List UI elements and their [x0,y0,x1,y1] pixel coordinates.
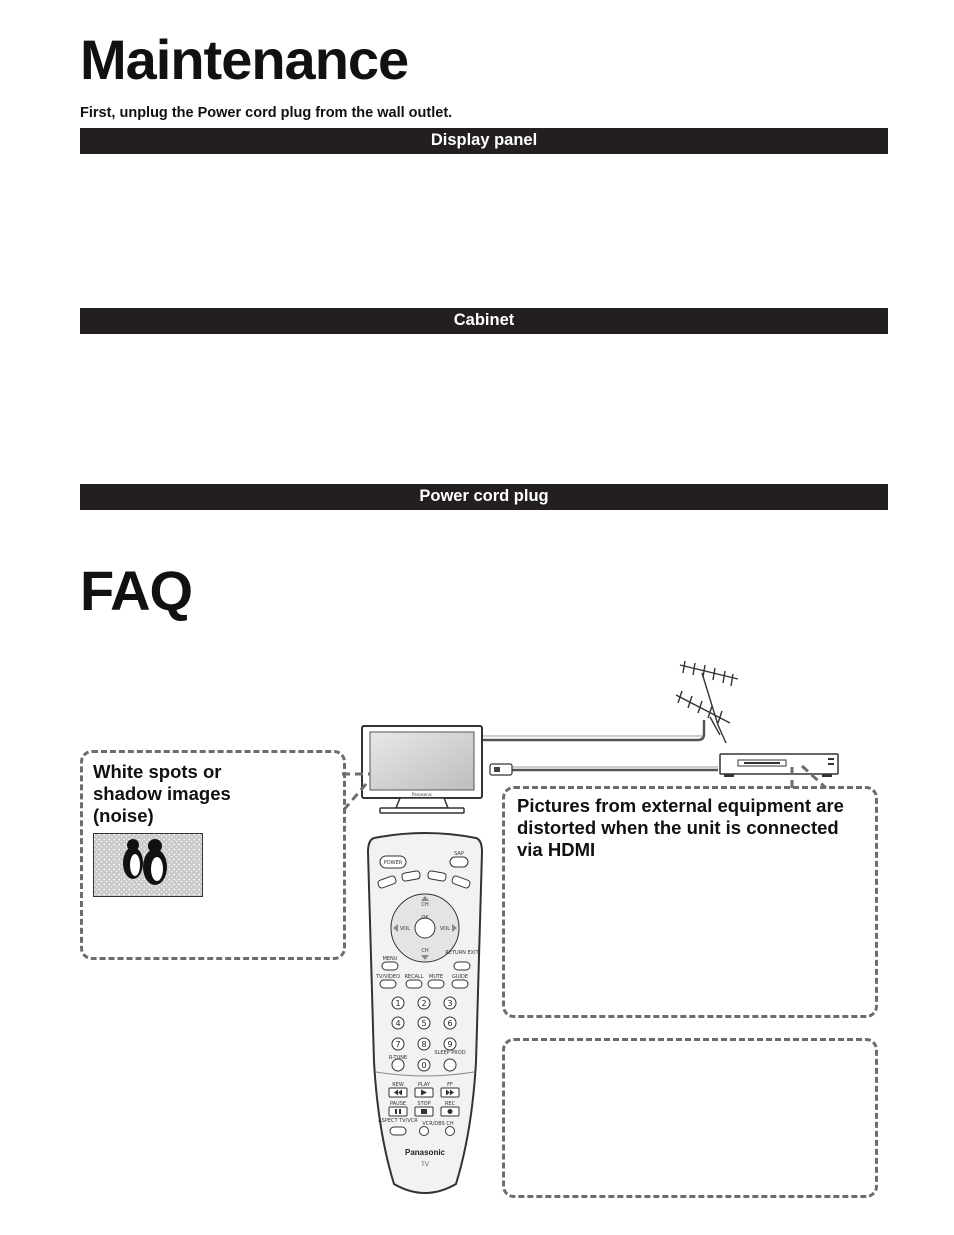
remote-digit-0: 0 [421,1061,427,1070]
remote-digit-8: 8 [421,1040,427,1049]
remote-mute-label: MUTE [428,974,444,980]
remote-recall-label: RECALL [404,974,424,980]
remote-power-label: POWER [383,860,403,866]
remote-rew-label: REW [392,1082,404,1088]
section-display-panel: Display panel [80,128,888,154]
remote-vcrdbs-label: VCR/DBS CH [422,1121,454,1127]
remote-control [364,832,486,1198]
noise-bubble-title: White spots or shadow images (noise) [93,761,231,826]
remote-digit-4: 4 [395,1019,401,1028]
remote-ch-down-label: CH [421,948,429,954]
remote-vol-left-label: VOL [399,926,411,932]
remote-model-label: TV [421,1162,429,1168]
maintenance-title: Maintenance [80,28,409,91]
section-cabinet: Cabinet [80,308,888,334]
remote-sleep-label: SLEEP PROD [434,1050,466,1056]
remote-brand: Panasonic [404,1148,446,1157]
empty-bubble [502,1038,878,1198]
remote-digit-1: 1 [395,999,401,1008]
remote-play-label: PLAY [417,1082,431,1088]
faq-title: FAQ [80,559,193,622]
remote-return-label: RETURN EXIT [445,950,479,956]
remote-digit-2: 2 [421,999,427,1008]
remote-pause-label: PAUSE [389,1101,407,1107]
remote-digit-7: 7 [395,1040,401,1049]
remote-digit-6: 6 [447,1019,453,1028]
remote-digit-9: 9 [447,1040,453,1049]
tv-brand: Panasonic [411,792,433,797]
remote-rec-label: REC [444,1101,456,1107]
remote-sap-label: SAP [454,851,464,857]
hdmi-bubble-title: Pictures from external equipment are distorted when the unit is connected via HDMI [517,795,844,860]
remote-menu-label: MENU [382,956,398,962]
noise-bubble-pointer [336,762,376,822]
remote-digit-3: 3 [447,999,453,1008]
remote-digit-5: 5 [421,1019,427,1028]
remote-vol-right-label: VOL [439,926,451,932]
noise-picture [93,833,203,897]
maintenance-intro: First, unplug the Power cord plug from the wall outlet. [80,105,453,121]
remote-aspect-label: ASPECT TV/VCR [378,1118,418,1124]
remote-guide-label: GUIDE [451,974,469,980]
remote-rtune-label: R-TUNE [388,1055,408,1061]
section-power-cord-plug: Power cord plug [80,484,888,510]
remote-tvvideo-label: TV/VIDEO [376,974,400,980]
remote-ff-label: FF [447,1082,453,1088]
remote-stop-label: STOP [417,1101,431,1107]
hdmi-bubble-pointer [780,760,840,800]
remote-ok-label: OK [421,915,429,921]
tv-illustration [360,724,484,816]
remote-ch-up-label: CH [421,902,429,908]
